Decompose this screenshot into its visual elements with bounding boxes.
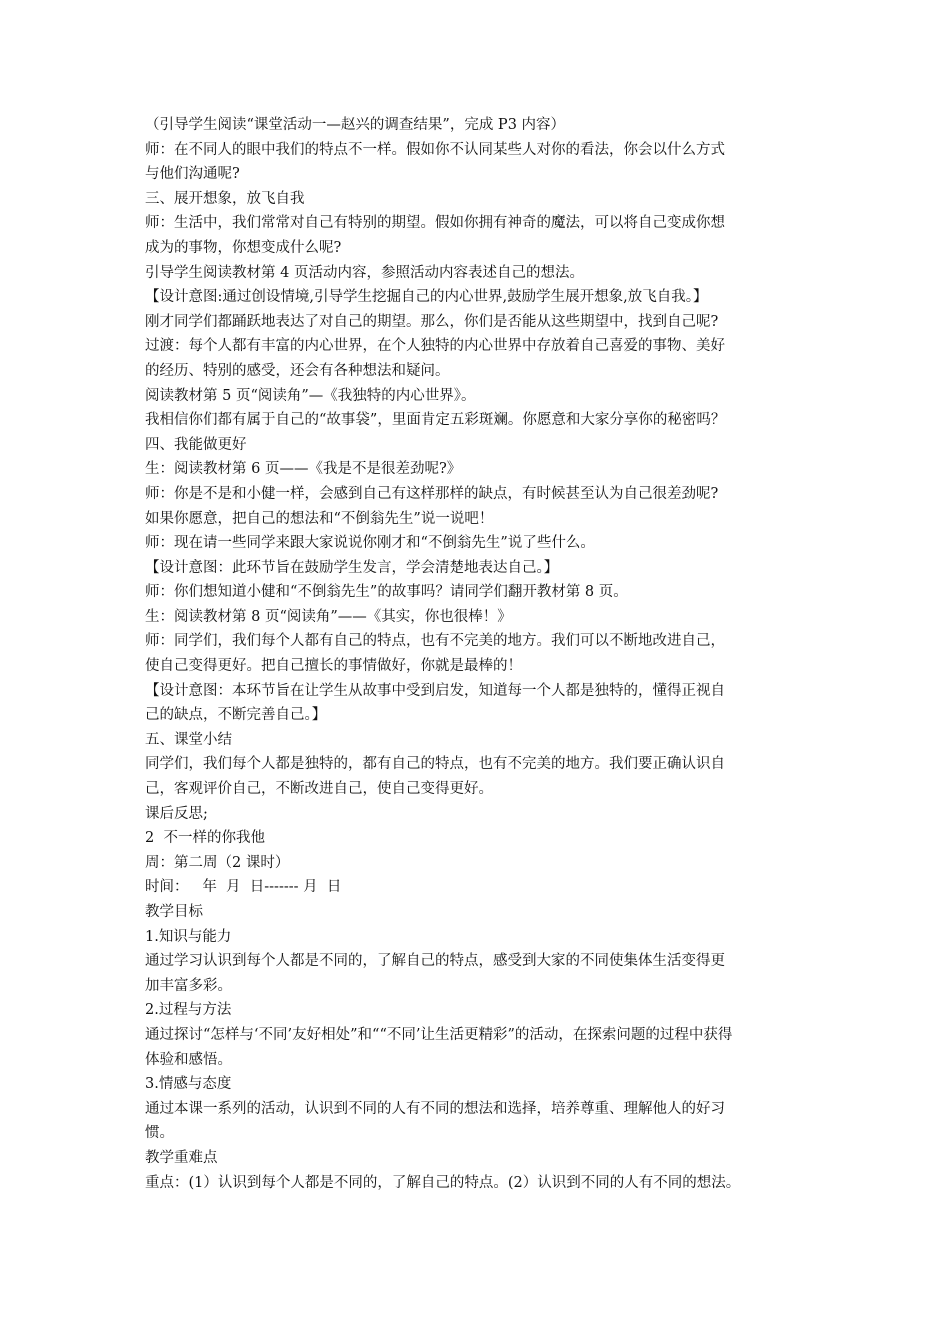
text-line: 生：阅读教材第 8 页“阅读角”——《其实，你也很棒！》 <box>145 608 512 625</box>
text-line: 惯。 <box>145 1125 174 1142</box>
section-heading: 教学目标 <box>145 904 203 920</box>
text-line: 成为的事物，你想变成什么呢? <box>145 239 342 256</box>
text-line: 己，客观评价自己，不断改进自己，使自己变得更好。 <box>145 781 493 798</box>
text-line: 过渡：每个人都有丰富的内心世界，在个人独特的内心世界中存放着自己喜爱的事物、美好 <box>145 338 725 355</box>
text-line: （引导学生阅读“课堂活动一—赵兴的调查结果”，完成 P3 内容） <box>145 117 566 133</box>
section-heading: 四、我能做更好 <box>145 436 247 453</box>
text-line: 阅读教材第 5 页“阅读角”—《我独特的内心世界》。 <box>145 387 476 404</box>
text-line: 师：生活中，我们常常对自己有特别的期望。假如你拥有神奇的魔法，可以将自己变成你想 <box>145 215 725 232</box>
text-line: 师：现在请一些同学来跟大家说说你刚才和“不倒翁先生”说了些什么。 <box>145 535 595 552</box>
text-line: 课后反思; <box>145 805 208 822</box>
text-line: 师：你是不是和小健一样，会感到自己有这样那样的缺点，有时候甚至认为自己很差劲呢? <box>145 485 719 502</box>
text-line: 引导学生阅读教材第 4 页活动内容，参照活动内容表述自己的想法。 <box>145 264 584 281</box>
subsection-heading: 3.情感与态度 <box>145 1076 232 1093</box>
section-heading: 教学重难点 <box>145 1149 218 1166</box>
section-heading: 五、课堂小结 <box>145 731 232 748</box>
text-line: 如果你愿意，把自己的想法和“不倒翁先生”说一说吧！ <box>145 510 494 527</box>
text-line: 我相信你们都有属于自己的“故事袋”，里面肯定五彩斑斓。你愿意和大家分享你的秘密吗？ <box>145 412 726 429</box>
design-intent-note: 【设计意图：此环节旨在鼓励学生发言，学会清楚地表达自己。】 <box>145 559 559 576</box>
design-intent-note: 【设计意图:通过创设情境,引导学生挖掘自己的内心世界,鼓励学生展开想象,放飞自我。】 <box>145 289 708 306</box>
text-line: 通过本课一系列的活动，认识到不同的人有不同的想法和选择，培养尊重、理解他人的好习 <box>145 1100 725 1117</box>
text-line: 师：你们想知道小健和“不倒翁先生”的故事吗？请同学们翻开教材第 8 页。 <box>145 584 628 601</box>
text-line: 时间： 年 月 日------- 月 日 <box>145 879 342 896</box>
text-line: 通过学习认识到每个人都是不同的，了解自己的特点，感受到大家的不同使集体生活变得更 <box>145 953 725 970</box>
section-heading: 三、展开想象，放飞自我 <box>145 190 305 207</box>
lesson-title: 2 不一样的你我他 <box>145 830 265 847</box>
text-line: 加丰富多彩。 <box>145 977 232 994</box>
text-line: 己的缺点，不断完善自己。】 <box>145 707 327 724</box>
text-line: 同学们，我们每个人都是独特的，都有自己的特点，也有不完美的地方。我们要正确认识自 <box>145 756 725 773</box>
subsection-heading: 2.过程与方法 <box>145 1002 232 1019</box>
text-line: 师：同学们，我们每个人都有自己的特点，也有不完美的地方。我们可以不断地改进自己， <box>145 633 725 650</box>
text-line: 周：第二周（2 课时） <box>145 854 290 871</box>
text-line: 与他们沟通呢? <box>145 166 240 183</box>
text-line: 使自己变得更好。把自己擅长的事情做好，你就是最棒的！ <box>145 658 522 675</box>
document-page <box>145 113 817 1195</box>
subsection-heading: 1.知识与能力 <box>145 928 232 945</box>
text-line: 通过探讨“怎样与‘不同’友好相处”和““不同’让生活更精彩”的活动，在探索问题的过程中获得 <box>145 1026 733 1043</box>
text-line: 体验和感悟。 <box>145 1051 232 1068</box>
text-line: 生：阅读教材第 6 页——《我是不是很差劲呢?》 <box>145 461 462 478</box>
text-line: 刚才同学们都踊跃地表达了对自己的期望。那么，你们是否能从这些期望中，找到自己呢? <box>145 313 719 330</box>
design-intent-note: 【设计意图：本环节旨在让学生从故事中受到启发，知道每一个人都是独特的，懂得正视自 <box>145 682 725 699</box>
text-line: 师：在不同人的眼中我们的特点不一样。假如你不认同某些人对你的看法，你会以什么方式 <box>145 141 725 158</box>
text-line: 重点：(1）认识到每个人都是不同的，了解自己的特点。(2）认识到不同的人有不同的想法。 <box>145 1174 741 1191</box>
text-line: 的经历、特别的感受，还会有各种想法和疑问。 <box>145 362 450 379</box>
